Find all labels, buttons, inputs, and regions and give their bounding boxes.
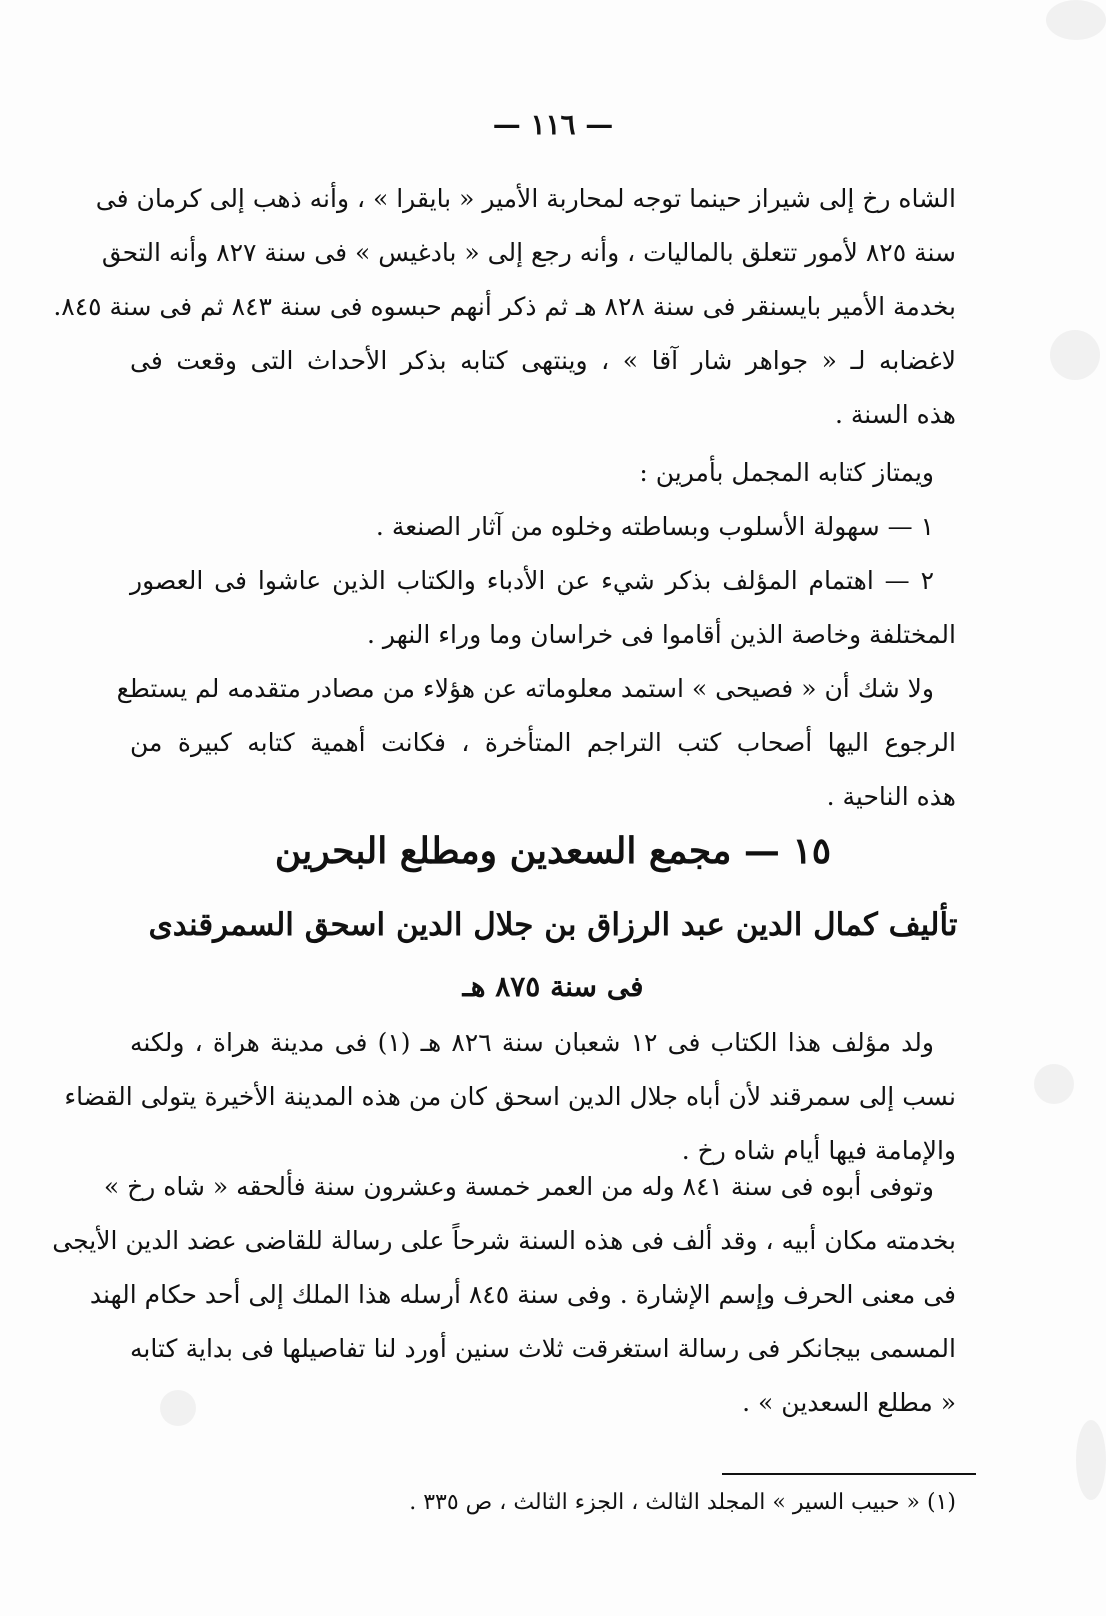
text-line: لاغضابه لـ « جواهر شار آقا » ، وينتهى كتابه بذكر الأحداث التى وقعت فى <box>130 346 956 375</box>
scan-blot <box>1050 330 1100 380</box>
text-line: ولد مؤلف هذا الكتاب فى ١٢ شعبان سنة ٨٢٦ هـ (١) فى مدينة هراة ، ولكنه <box>130 1028 934 1057</box>
paragraph-block-2 <box>116 446 956 824</box>
text-line: هذه الناحية . <box>826 782 956 811</box>
scan-blot <box>1046 0 1106 40</box>
text-line: بخدمة الأمير بايسنقر فى سنة ٨٢٨ هـ ثم ذكر أنهم حبسوه فى سنة ٨٤٣ ثم فى سنة ٨٤٥. <box>53 292 956 321</box>
scan-blot <box>1034 1064 1074 1104</box>
text-line: بخدمته مكان أبيه ، وقد ألف فى هذه السنة شرحاً على رسالة للقاضى عضد الدين الأيجى <box>52 1226 956 1255</box>
text-line: والإمامة فيها أيام شاه رخ . <box>681 1136 956 1165</box>
list-item: ١ — سهولة الأسلوب وبساطته وخلوه من آثار الصنعة . <box>375 512 934 541</box>
text-line: نسب إلى سمرقند لأن أباه جلال الدين اسحق كان من هذه المدينة الأخيرة يتولى القضاء <box>64 1082 956 1111</box>
text-line: ويمتاز كتابه المجمل بأمرين : <box>639 458 934 487</box>
footnote: (١) « حبيب السير » المجلد الثالث ، الجزء الثالث ، ص ٣٣٥ . <box>409 1490 956 1515</box>
text-line: الشاه رخ إلى شيراز حينما توجه لمحاربة الأمير « بايقرا » ، وأنه ذهب إلى كرمان فى <box>95 184 956 213</box>
text-line: سنة ٨٢٥ لأمور تتعلق بالماليات ، وأنه رجع إلى « بادغيس » فى سنة ٨٢٧ وأنه التحق <box>101 238 956 267</box>
paragraph-block-1 <box>53 172 956 442</box>
section-date: فى سنة ٨٧٥ هـ <box>462 970 644 1003</box>
text-line: « مطلع السعدين » . <box>742 1388 956 1417</box>
section-title: ١٥ — مجمع السعدين ومطلع البحرين <box>274 830 832 872</box>
text-line: هذه السنة . <box>834 400 956 429</box>
footnote-divider <box>722 1473 976 1475</box>
paragraph-block-4 <box>52 1160 956 1430</box>
text-line: ولا شك أن « فصيحى » استمد معلوماته عن هؤلاء من مصادر متقدمه لم يستطع <box>116 674 934 703</box>
text-line: فى معنى الحرف وإسم الإشارة . وفى سنة ٨٤٥ أرسله هذا الملك إلى أحد حكام الهند <box>89 1280 956 1309</box>
text-line: المختلفة وخاصة الذين أقاموا فى خراسان وما وراء النهر . <box>367 620 956 649</box>
text-line: المسمى بيجانكر فى رسالة استغرقت ثلاث سنين أورد لنا تفاصيلها فى بداية كتابه <box>130 1334 956 1363</box>
text-line: وتوفى أبوه فى سنة ٨٤١ وله من العمر خمسة وعشرون سنة فألحقه « شاه رخ » <box>103 1172 934 1201</box>
paragraph-block-3 <box>64 1016 956 1178</box>
section-author: تأليف كمال الدين عبد الرزاق بن جلال الدين اسحق السمرقندى <box>148 907 958 943</box>
page-number: — ١١٦ — <box>492 108 614 141</box>
scan-blot <box>1076 1420 1106 1500</box>
text-line: الرجوع اليها أصحاب كتب التراجم المتأخرة ، فكانت أهمية كتابه كبيرة من <box>130 728 956 757</box>
list-item: ٢ — اهتمام المؤلف بذكر شيء عن الأدباء والكتاب الذين عاشوا فى العصور <box>130 566 934 595</box>
